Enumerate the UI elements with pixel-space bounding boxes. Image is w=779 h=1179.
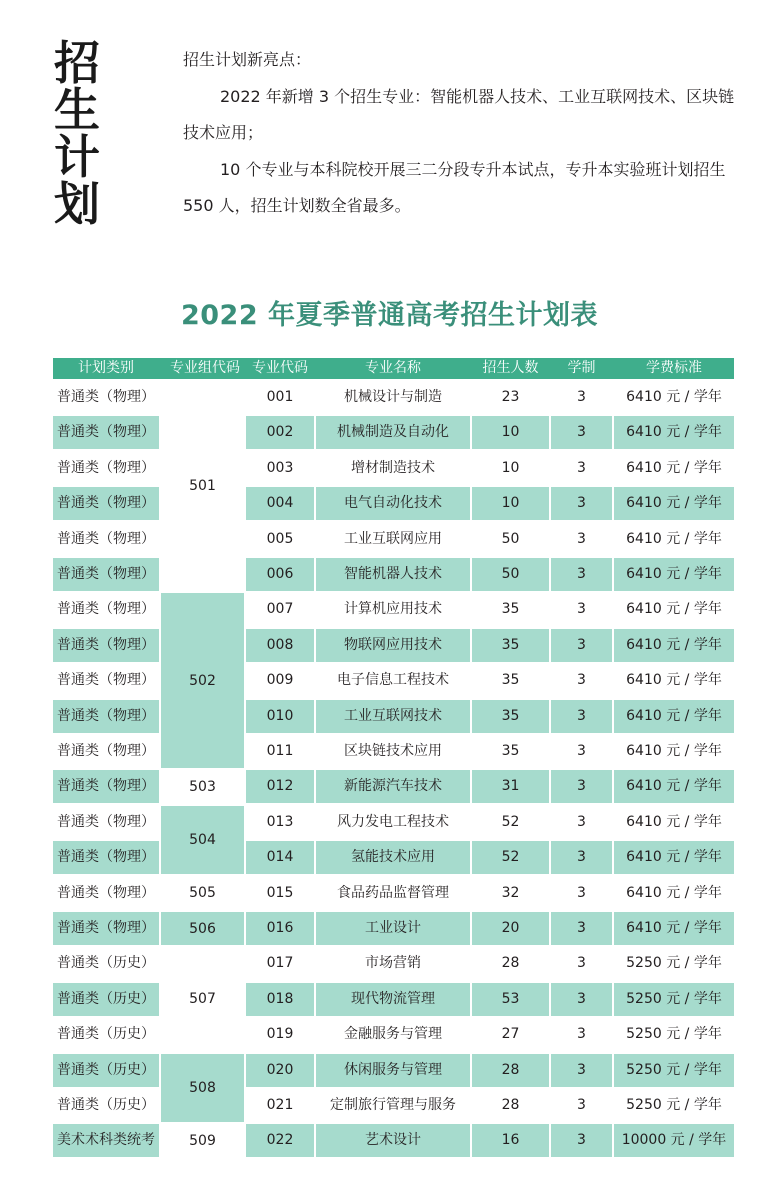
tuition-cell: 6410 元 / 学年 bbox=[626, 459, 722, 476]
table-title: 2022 年夏季普通高考招生计划表 bbox=[180, 300, 599, 331]
major-code-cell: 003 bbox=[266, 459, 294, 476]
major-code-cell: 007 bbox=[266, 601, 294, 618]
tuition-cell: 6410 元 / 学年 bbox=[626, 601, 722, 618]
major-name-cell: 机械制造及自动化 bbox=[316, 416, 470, 449]
enrollment-count-cell: 28 bbox=[472, 1054, 549, 1087]
intro-heading: 招生计划新亮点： bbox=[183, 50, 312, 69]
tuition-cell: 5250 元 / 学年 bbox=[626, 1097, 722, 1113]
major-name-cell: 工业设计 bbox=[316, 912, 470, 945]
side-title-char: 生 bbox=[54, 83, 100, 137]
enrollment-count-cell: 31 bbox=[472, 770, 549, 803]
group-code-cell: 504 bbox=[161, 806, 244, 874]
tuition-cell: 6410 元 / 学年 bbox=[626, 672, 722, 689]
major-code-cell: 001 bbox=[266, 389, 294, 405]
header-major-name: 专业名称 bbox=[365, 360, 421, 376]
enrollment-count-cell: 35 bbox=[501, 672, 520, 689]
years-cell: 3 bbox=[577, 813, 586, 830]
major-code-cell: 004 bbox=[246, 487, 314, 520]
plan-category-cell: 普通类（物理） bbox=[57, 813, 155, 830]
plan-category-cell: 普通类（物理） bbox=[57, 601, 155, 618]
years-cell: 3 bbox=[551, 1054, 612, 1087]
major-code-cell: 005 bbox=[266, 530, 294, 547]
major-name-cell: 区块链技术应用 bbox=[344, 743, 442, 759]
years-cell: 3 bbox=[577, 459, 586, 476]
plan-category-cell: 美术术科类统考 bbox=[53, 1124, 159, 1157]
major-name-cell: 食品药品监督管理 bbox=[337, 884, 449, 901]
tuition-cell: 6410 元 / 学年 bbox=[614, 700, 734, 733]
tuition-cell: 6410 元 / 学年 bbox=[614, 416, 734, 449]
tuition-cell: 5250 元 / 学年 bbox=[626, 1026, 722, 1043]
enrollment-count-cell: 52 bbox=[472, 841, 549, 874]
enrollment-count-cell: 50 bbox=[472, 558, 549, 591]
side-title-char: 计 bbox=[54, 130, 100, 184]
major-code-cell: 014 bbox=[246, 841, 314, 874]
enrollment-count-cell: 16 bbox=[472, 1124, 549, 1157]
years-cell: 3 bbox=[577, 1026, 586, 1043]
table-header bbox=[53, 358, 734, 379]
side-title bbox=[52, 36, 102, 231]
header-group-code: 专业组代码 bbox=[170, 360, 240, 376]
enrollment-count-cell: 28 bbox=[501, 1097, 520, 1113]
header-tuition: 学费标准 bbox=[646, 360, 702, 376]
major-name-cell: 增材制造技术 bbox=[351, 459, 435, 476]
years-cell: 3 bbox=[551, 983, 612, 1016]
major-code-cell: 017 bbox=[266, 955, 294, 972]
years-cell: 3 bbox=[551, 912, 612, 945]
group-code-cell: 503 bbox=[189, 778, 216, 795]
major-name-cell: 物联网应用技术 bbox=[316, 629, 470, 662]
enrollment-count-cell: 35 bbox=[472, 700, 549, 733]
plan-category-cell: 普通类（物理） bbox=[57, 530, 155, 547]
major-code-cell: 002 bbox=[246, 416, 314, 449]
major-code-cell: 016 bbox=[246, 912, 314, 945]
header-plan-category: 计划类别 bbox=[78, 360, 134, 376]
years-cell: 3 bbox=[577, 672, 586, 689]
plan-category-cell: 普通类（物理） bbox=[57, 389, 155, 405]
intro-section bbox=[183, 42, 743, 225]
header-enrollment: 招生人数 bbox=[482, 360, 539, 376]
major-name-cell: 机械设计与制造 bbox=[344, 389, 442, 405]
enrollment-count-cell: 20 bbox=[472, 912, 549, 945]
years-cell: 3 bbox=[577, 1097, 586, 1113]
enrollment-count-cell: 23 bbox=[501, 389, 520, 405]
years-cell: 3 bbox=[551, 629, 612, 662]
tuition-cell: 6410 元 / 学年 bbox=[626, 389, 722, 405]
plan-category-cell: 普通类（历史） bbox=[53, 1054, 159, 1087]
tuition-cell: 6410 元 / 学年 bbox=[614, 912, 734, 945]
major-code-cell: 022 bbox=[246, 1124, 314, 1157]
plan-category-cell: 普通类（物理） bbox=[57, 743, 155, 759]
major-name-cell: 艺术设计 bbox=[316, 1124, 470, 1157]
plan-category-cell: 普通类（历史） bbox=[57, 1026, 155, 1043]
plan-category-cell: 普通类（物理） bbox=[53, 841, 159, 874]
years-cell: 3 bbox=[551, 841, 612, 874]
group-code-cell: 505 bbox=[189, 885, 216, 902]
years-cell: 3 bbox=[577, 884, 586, 901]
enrollment-count-cell: 10 bbox=[501, 459, 520, 476]
tuition-cell: 6410 元 / 学年 bbox=[614, 558, 734, 591]
tuition-cell: 5250 元 / 学年 bbox=[626, 955, 722, 972]
years-cell: 3 bbox=[577, 743, 586, 759]
major-name-cell: 工业互联网应用 bbox=[344, 530, 442, 547]
group-code-cell: 501 bbox=[189, 478, 216, 494]
major-code-cell: 019 bbox=[266, 1026, 294, 1043]
header-years: 学制 bbox=[567, 360, 596, 376]
tuition-cell: 6410 元 / 学年 bbox=[626, 813, 722, 830]
plan-category-cell: 普通类（物理） bbox=[53, 770, 159, 803]
major-code-cell: 011 bbox=[266, 743, 294, 759]
group-code-cell: 508 bbox=[161, 1054, 244, 1122]
major-code-cell: 006 bbox=[246, 558, 314, 591]
plan-category-cell: 普通类（物理） bbox=[53, 487, 159, 520]
group-code-cell: 507 bbox=[189, 991, 216, 1008]
tuition-cell: 5250 元 / 学年 bbox=[614, 983, 734, 1016]
years-cell: 3 bbox=[551, 1124, 612, 1157]
years-cell: 3 bbox=[551, 770, 612, 803]
major-code-cell: 021 bbox=[266, 1097, 294, 1113]
side-title-char: 招 bbox=[54, 36, 100, 90]
enrollment-count-cell: 35 bbox=[472, 629, 549, 662]
group-code-cell: 506 bbox=[161, 912, 244, 945]
years-cell: 3 bbox=[577, 530, 586, 547]
major-name-cell: 休闲服务与管理 bbox=[316, 1054, 470, 1087]
major-name-cell: 氢能技术应用 bbox=[316, 841, 470, 874]
years-cell: 3 bbox=[577, 955, 586, 972]
enrollment-count-cell: 52 bbox=[501, 813, 520, 830]
years-cell: 3 bbox=[577, 389, 586, 405]
tuition-cell: 10000 元 / 学年 bbox=[614, 1124, 734, 1157]
enrollment-count-cell: 35 bbox=[501, 601, 520, 618]
enrollment-count-cell: 10 bbox=[472, 416, 549, 449]
enrollment-count-cell: 27 bbox=[501, 1026, 520, 1043]
plan-category-cell: 普通类（历史） bbox=[57, 1097, 155, 1113]
major-code-cell: 009 bbox=[266, 672, 294, 689]
enrollment-plan-table bbox=[53, 358, 734, 1157]
major-code-cell: 020 bbox=[246, 1054, 314, 1087]
plan-category-cell: 普通类（物理） bbox=[53, 629, 159, 662]
intro-paragraph-pilot: 10 个专业与本科院校开展三二分段专升本试点，专升本实验班计划招生 550 人，招生计划数全省最多。 bbox=[183, 159, 726, 215]
plan-category-cell: 普通类（物理） bbox=[53, 912, 159, 945]
side-title-char: 划 bbox=[54, 177, 100, 231]
major-name-cell: 定制旅行管理与服务 bbox=[330, 1097, 456, 1113]
years-cell: 3 bbox=[551, 700, 612, 733]
years-cell: 3 bbox=[551, 558, 612, 591]
major-code-cell: 012 bbox=[246, 770, 314, 803]
tuition-cell: 6410 元 / 学年 bbox=[614, 629, 734, 662]
major-name-cell: 风力发电工程技术 bbox=[337, 813, 449, 830]
major-code-cell: 018 bbox=[246, 983, 314, 1016]
major-name-cell: 现代物流管理 bbox=[316, 983, 470, 1016]
major-code-cell: 013 bbox=[266, 813, 294, 830]
major-name-cell: 工业互联网技术 bbox=[316, 700, 470, 733]
major-code-cell: 015 bbox=[266, 884, 294, 901]
plan-category-cell: 普通类（物理） bbox=[53, 558, 159, 591]
major-code-cell: 010 bbox=[246, 700, 314, 733]
years-cell: 3 bbox=[551, 416, 612, 449]
group-code-cell: 502 bbox=[161, 593, 244, 768]
enrollment-count-cell: 35 bbox=[501, 743, 520, 759]
major-name-cell: 智能机器人技术 bbox=[316, 558, 470, 591]
header-major-code: 专业代码 bbox=[252, 360, 308, 376]
major-name-cell: 市场营销 bbox=[365, 955, 421, 972]
enrollment-count-cell: 32 bbox=[501, 884, 520, 901]
years-cell: 3 bbox=[551, 487, 612, 520]
plan-category-cell: 普通类（物理） bbox=[53, 700, 159, 733]
tuition-cell: 6410 元 / 学年 bbox=[626, 884, 722, 901]
tuition-cell: 6410 元 / 学年 bbox=[626, 743, 722, 759]
major-name-cell: 电气自动化技术 bbox=[316, 487, 470, 520]
intro-paragraph-new-majors: 2022 年新增 3 个招生专业：智能机器人技术、工业互联网技术、区块链技术应用； bbox=[183, 86, 735, 142]
major-name-cell: 电子信息工程技术 bbox=[337, 672, 449, 689]
plan-category-cell: 普通类（历史） bbox=[57, 955, 155, 972]
group-code-cell: 509 bbox=[189, 1132, 216, 1149]
major-name-cell: 金融服务与管理 bbox=[344, 1026, 442, 1043]
major-code-cell: 008 bbox=[246, 629, 314, 662]
plan-category-cell: 普通类（历史） bbox=[53, 983, 159, 1016]
enrollment-count-cell: 10 bbox=[472, 487, 549, 520]
years-cell: 3 bbox=[577, 601, 586, 618]
plan-category-cell: 普通类（物理） bbox=[57, 884, 155, 901]
major-name-cell: 新能源汽车技术 bbox=[316, 770, 470, 803]
enrollment-count-cell: 28 bbox=[501, 955, 520, 972]
tuition-cell: 6410 元 / 学年 bbox=[626, 530, 722, 547]
plan-category-cell: 普通类（物理） bbox=[53, 416, 159, 449]
tuition-cell: 6410 元 / 学年 bbox=[614, 487, 734, 520]
plan-category-cell: 普通类（物理） bbox=[57, 459, 155, 476]
tuition-cell: 5250 元 / 学年 bbox=[614, 1054, 734, 1087]
enrollment-count-cell: 50 bbox=[501, 530, 520, 547]
major-name-cell: 计算机应用技术 bbox=[344, 601, 442, 618]
plan-category-cell: 普通类（物理） bbox=[57, 672, 155, 689]
tuition-cell: 6410 元 / 学年 bbox=[614, 770, 734, 803]
enrollment-count-cell: 53 bbox=[472, 983, 549, 1016]
tuition-cell: 6410 元 / 学年 bbox=[614, 841, 734, 874]
